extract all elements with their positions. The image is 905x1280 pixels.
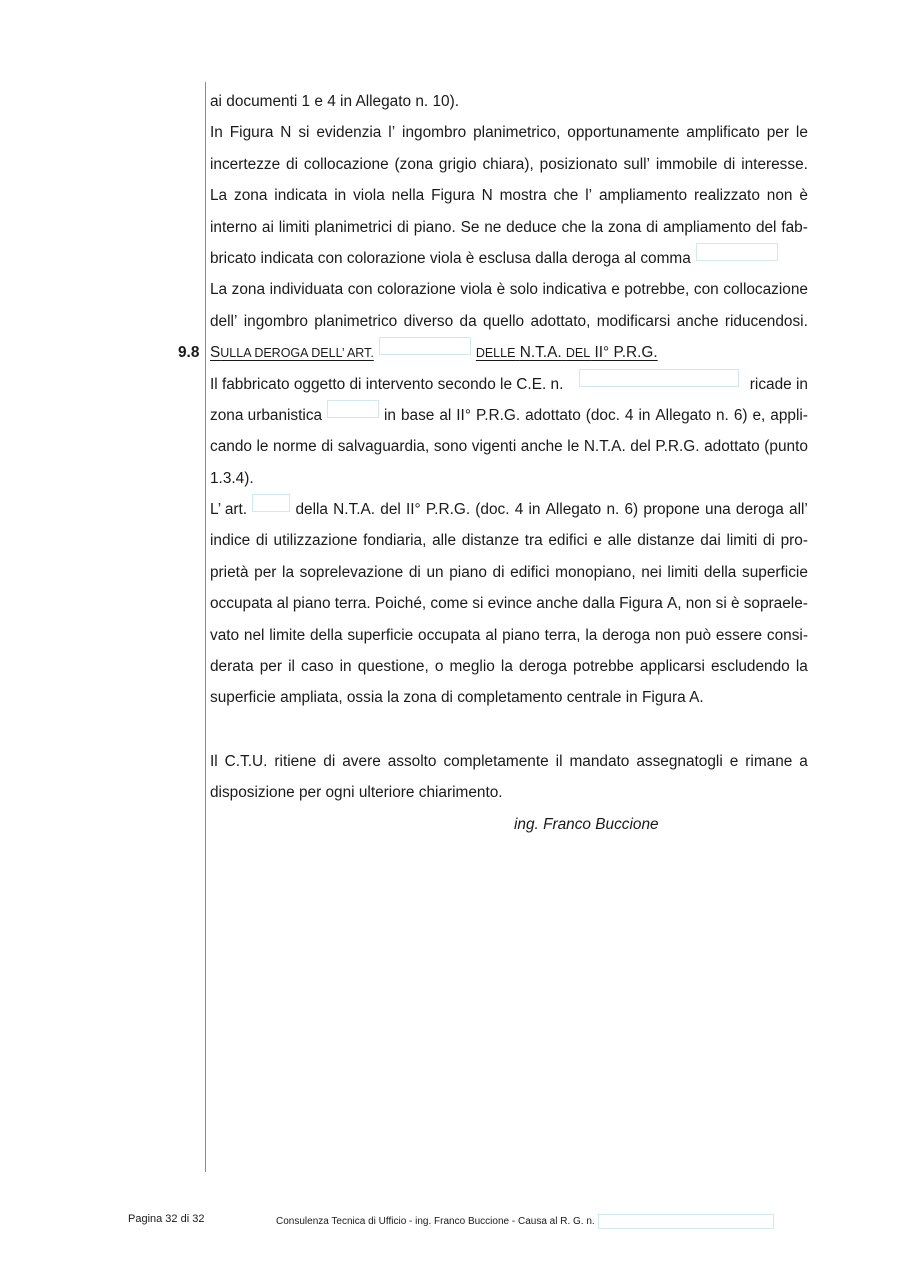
word: applicarsi: [639, 658, 705, 676]
word: di: [646, 218, 659, 236]
word: amplificato: [686, 124, 760, 142]
word: tra: [524, 532, 543, 550]
word: sopraele-: [743, 595, 808, 613]
word: deroga: [602, 626, 651, 644]
word: le: [256, 438, 269, 456]
word: di: [723, 155, 736, 173]
word: limite: [269, 626, 306, 644]
word: 6): [733, 406, 748, 424]
word: meglio: [449, 658, 495, 676]
word: Figura: [619, 595, 663, 613]
word: monopiano,: [555, 563, 636, 581]
word: II°: [456, 406, 471, 424]
word: un: [426, 563, 444, 581]
word: in: [384, 406, 396, 424]
word: la: [795, 658, 808, 676]
word: Se: [460, 218, 480, 236]
word: posizionato: [539, 155, 618, 173]
word: N.T.A.: [583, 438, 626, 456]
word: con: [693, 281, 719, 299]
paragraph-closing: [210, 746, 808, 809]
text-line: L’ art. della N.T.A. del II° P.R.G. (doc. 4 in Allegato n. 6) propone una deroga all’: [210, 494, 808, 525]
word: 4: [514, 501, 524, 519]
word: limiti: [667, 563, 699, 581]
word: viola: [353, 187, 385, 205]
word: deroga: [735, 501, 784, 519]
word: in: [339, 658, 352, 676]
word: non: [685, 595, 712, 613]
redacted-box: [327, 400, 379, 418]
word: superficie: [347, 626, 414, 644]
word: che: [561, 218, 587, 236]
word: soprelevazione: [299, 563, 404, 581]
word: Allegato: [545, 501, 602, 519]
word: individuata: [269, 281, 344, 299]
word: per: [766, 124, 789, 142]
text-line: [210, 86, 808, 117]
word: realizzato: [694, 187, 760, 205]
word: vato: [210, 626, 240, 644]
word: assegnatogli: [636, 752, 723, 770]
word: per: [254, 563, 277, 581]
text-line: [210, 557, 808, 588]
text-line: [210, 274, 808, 305]
word: anche: [520, 438, 563, 456]
word: completamente: [443, 752, 549, 770]
word: escludendo: [711, 658, 790, 676]
word: le: [795, 124, 808, 142]
word: collocazione: [303, 155, 389, 173]
word: Figura: [431, 187, 475, 205]
word: opportunamente: [567, 124, 680, 142]
word: La: [210, 187, 228, 205]
word: il: [288, 658, 295, 676]
word: P.R.G.: [475, 406, 521, 424]
word: solo: [509, 281, 538, 299]
word: di: [255, 532, 268, 550]
word: incertezze: [210, 155, 281, 173]
section-number: 9.8: [178, 344, 200, 362]
word: essere: [715, 626, 763, 644]
text-line: Il fabbricato oggetto di intervento secondo le C.E. n. ricade in: [210, 369, 808, 400]
word: diverso: [403, 312, 454, 330]
text-line: [210, 651, 808, 682]
word: utilizzazione: [273, 532, 358, 550]
word: il: [555, 752, 563, 770]
word: potrebbe: [573, 658, 634, 676]
text-line: zona urbanistica in base al II° P.R.G. adottato (doc. 4 in Allegato n. 6) e, appli-: [210, 400, 808, 431]
word: vigenti: [471, 438, 517, 456]
word: n.: [716, 406, 729, 424]
word: II°: [406, 501, 421, 519]
word: appli-: [770, 406, 808, 424]
text-line: [210, 212, 808, 243]
word: Allegato: [655, 406, 712, 424]
word: occupata: [418, 626, 481, 644]
word: mandato: [569, 752, 630, 770]
word: del: [755, 218, 777, 236]
word: può: [685, 626, 712, 644]
word: in: [638, 406, 651, 424]
word: P.R.G.: [655, 438, 700, 456]
word: alle: [432, 532, 457, 550]
word: indicata: [274, 187, 328, 205]
word: limiti: [726, 532, 758, 550]
word: ne: [484, 218, 502, 236]
redacted-box: [252, 494, 290, 512]
word: di: [396, 218, 409, 236]
redacted-box: [696, 243, 778, 261]
word: ai documenti 1 e 4 in Allegato n. 10).: [210, 93, 459, 110]
word: al: [276, 595, 289, 613]
word: evidenzia: [316, 124, 382, 142]
word: adottato: [525, 406, 581, 424]
redacted-box: [598, 1214, 774, 1229]
word: ingombro: [402, 124, 467, 142]
word: N: [280, 124, 292, 142]
word: propone: [643, 501, 700, 519]
word: nel: [243, 626, 265, 644]
word: riducendosi.: [724, 312, 808, 330]
word: zona: [607, 218, 642, 236]
signature: ing. Franco Buccione: [514, 815, 659, 833]
word: bricato indicata con colorazione viola è esclusa dalla deroga al comma: [210, 249, 691, 267]
word: della: [703, 563, 737, 581]
left-margin-rule: [205, 82, 206, 1172]
word: di: [321, 438, 334, 456]
word: piano: [449, 563, 487, 581]
text-line: [210, 777, 808, 808]
word: piano: [502, 626, 540, 644]
word: potrebbe,: [624, 281, 690, 299]
word: la: [591, 218, 604, 236]
text-line: [210, 306, 808, 337]
text-line: [210, 180, 808, 211]
section-heading: 9.8 SULLA DEROGA DELL’ ART. DELLE N.T.A. DEL II° P.R.G.: [210, 337, 808, 368]
word: del: [630, 438, 651, 456]
word: non: [766, 187, 793, 205]
word: Poiché,: [374, 595, 427, 613]
word: anche: [676, 312, 719, 330]
word: distanze: [637, 532, 695, 550]
word: zona: [234, 187, 268, 205]
word: deduce: [506, 218, 557, 236]
word: derata: [210, 658, 254, 676]
word: grigio: [438, 155, 477, 173]
word: Figura: [229, 124, 274, 142]
word: disposizione per ogni ulteriore chiarimento.: [210, 784, 503, 802]
word: come: [430, 595, 469, 613]
word: colorazione: [377, 281, 456, 299]
word: che: [553, 187, 579, 205]
word: modificarsi: [596, 312, 671, 330]
word: limiti: [278, 218, 310, 236]
word: terra.: [334, 595, 371, 613]
word: non: [654, 626, 681, 644]
text-line: [210, 149, 808, 180]
section-title: SULLA DEROGA DELL’ ART.: [210, 344, 374, 362]
word: di: [323, 752, 336, 770]
word: indice: [210, 532, 251, 550]
paragraph-deroga: [210, 525, 808, 713]
word: indicativa: [542, 281, 607, 299]
text-line: 1.3.4).: [210, 469, 254, 487]
word: (zona: [394, 155, 434, 173]
word: si: [715, 595, 727, 613]
word: nella: [391, 187, 425, 205]
word: deroga: [519, 658, 567, 676]
word: sull’: [623, 155, 650, 173]
word: del: [380, 501, 401, 519]
word: al: [439, 406, 452, 424]
word: Il: [210, 752, 218, 770]
word: dell’: [210, 312, 238, 330]
word: fondiaria,: [363, 532, 427, 550]
word: base: [400, 406, 435, 424]
word: (doc.: [585, 406, 620, 424]
word: adottato: [704, 438, 760, 456]
word: chiara),: [482, 155, 534, 173]
word: quello: [483, 312, 525, 330]
text-line: [210, 243, 808, 274]
text-line: [210, 746, 808, 777]
redacted-box: [379, 337, 471, 355]
word: è: [730, 595, 740, 613]
word: salvaguardia,: [337, 438, 430, 456]
word: in: [528, 501, 541, 519]
word: ampliamento: [599, 187, 688, 205]
word: piano.: [413, 218, 456, 236]
word: A,: [666, 595, 682, 613]
word: rimane: [745, 752, 793, 770]
word: ai: [261, 218, 274, 236]
word: a: [799, 752, 808, 770]
word: superficie: [742, 563, 808, 581]
word: e,: [752, 406, 766, 424]
word: questione,: [357, 658, 429, 676]
word: alle: [607, 532, 632, 550]
word: N.T.A.: [333, 501, 376, 519]
word: planimetrico,: [473, 124, 561, 142]
word: (doc.: [475, 501, 510, 519]
word: della: [295, 501, 328, 519]
word: occupata: [210, 595, 273, 613]
word: mostra: [499, 187, 547, 205]
word: P.R.G.: [425, 501, 471, 519]
word: norme: [273, 438, 317, 456]
word: 4: [624, 406, 634, 424]
word: dalla: [582, 595, 615, 613]
word: di: [286, 155, 299, 173]
word: in: [334, 187, 347, 205]
word: 6): [624, 501, 639, 519]
word: viola: [460, 281, 493, 299]
word: o: [434, 658, 444, 676]
redacted-box: [579, 369, 739, 387]
word: della: [310, 626, 343, 644]
word: prietà: [210, 563, 249, 581]
word: consi-: [766, 626, 808, 644]
word: nei: [641, 563, 662, 581]
word: fab-: [781, 218, 808, 236]
word: la: [500, 658, 513, 676]
word: assolto: [387, 752, 437, 770]
word: planimetrici: [314, 218, 393, 236]
word: caso: [301, 658, 334, 676]
footer-text: Consulenza Tecnica di Ufficio - ing. Franco Buccione - Causa al R. G. n.: [276, 1214, 774, 1229]
word: la: [585, 626, 598, 644]
word: per: [259, 658, 282, 676]
text-line: [210, 620, 808, 651]
word: pro-: [780, 532, 808, 550]
word: edifici: [548, 532, 588, 550]
word: l’: [388, 124, 396, 142]
word: una: [705, 501, 731, 519]
word: al: [485, 626, 498, 644]
word: si: [472, 595, 484, 613]
word: ritiene: [274, 752, 317, 770]
word: collocazione: [723, 281, 808, 299]
word: avere: [342, 752, 381, 770]
word: terra,: [544, 626, 581, 644]
word: edifici: [510, 563, 550, 581]
word: interesse.: [741, 155, 808, 173]
word: all’: [789, 501, 808, 519]
page-number: Pagina 32 di 32: [128, 1213, 205, 1225]
word: e: [593, 532, 602, 550]
word: è: [799, 187, 808, 205]
word: n.: [606, 501, 620, 519]
text-line: [210, 682, 808, 713]
word: ampliamento: [662, 218, 752, 236]
text-line: [210, 117, 808, 148]
word: e: [611, 281, 620, 299]
word: planimetrico: [314, 312, 398, 330]
word: si: [298, 124, 310, 142]
word: distanze: [461, 532, 520, 550]
word: In: [210, 124, 223, 142]
word: di: [408, 563, 421, 581]
word: da: [459, 312, 477, 330]
word: (punto: [764, 438, 808, 456]
word: immobile: [655, 155, 718, 173]
word: N: [481, 187, 493, 205]
word: ingombro: [243, 312, 308, 330]
word: di: [762, 532, 775, 550]
word: C.T.U.: [224, 752, 268, 770]
word: anche: [536, 595, 579, 613]
word: è: [496, 281, 506, 299]
word: l’: [585, 187, 593, 205]
paragraph-figura-n: [210, 86, 808, 337]
word: adottato,: [530, 312, 591, 330]
word: e: [729, 752, 739, 770]
text-line: [210, 525, 808, 556]
document-body: [178, 86, 808, 840]
word: sono: [433, 438, 468, 456]
word: piano: [292, 595, 331, 613]
text-line: [210, 431, 808, 462]
word: evince: [487, 595, 533, 613]
word: dai: [700, 532, 721, 550]
word: la: [282, 563, 295, 581]
word: La: [210, 281, 228, 299]
word: con: [347, 281, 373, 299]
text-line: [210, 588, 808, 619]
word: di: [492, 563, 505, 581]
word: zona: [231, 281, 266, 299]
word: le: [567, 438, 580, 456]
word: cando: [210, 438, 252, 456]
word: superficie ampliata, ossia la zona di completamento centrale in Figura A.: [210, 689, 704, 707]
word: interno: [210, 218, 258, 236]
